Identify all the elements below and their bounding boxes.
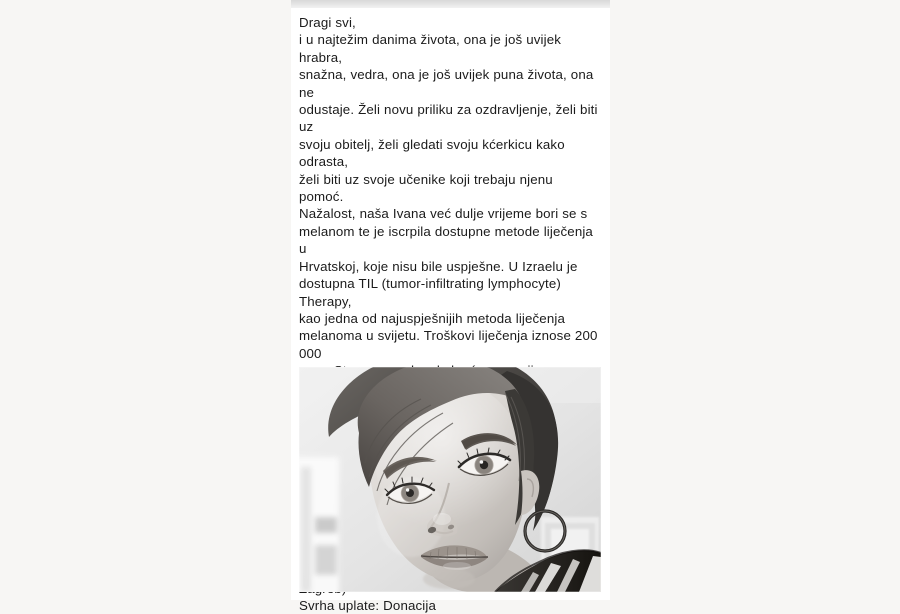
text-line: odustaje. Želi novu priliku za ozdravljenje, želi biti uz <box>299 102 598 135</box>
post-panel <box>291 0 610 613</box>
text-line: svoju obitelj, želi gledati svoju kćerkicu kako odrasta, <box>299 136 565 170</box>
text-line: dostupna TIL (tumor-infiltrating lymphocyte) Therapy, <box>299 276 561 309</box>
top-divider-strip <box>291 0 610 8</box>
text-line: želi biti uz svoje učenike koji trebaju njenu pomoć. <box>299 171 553 205</box>
text-line: Svrha uplate: Donacija <box>299 598 436 613</box>
text-line: melanoma u svijetu. Troškovi liječenja iznose 200 000 <box>299 328 598 361</box>
text-line: snažna, vedra, ona je još uvijek puna života, ona ne <box>299 67 594 100</box>
text-line: melanom te je iscrpila dostupne metode liječenja u <box>299 223 593 257</box>
text-line: i u najtežim danima života, ona je još uvijek hrabra, <box>299 32 562 65</box>
text-line: Nažalost, naša Ivana već dulje vrijeme bori se s <box>299 206 588 222</box>
text-line: kao jedna od najuspješnijih metoda liječenja <box>299 310 565 326</box>
portrait-photo-image <box>299 367 601 592</box>
post-photo[interactable] <box>299 367 601 592</box>
text-line: Dragi svi, <box>299 15 356 30</box>
text-line: Hrvatskoj, koje nisu bile uspješne. U Izraelu je <box>299 258 578 274</box>
